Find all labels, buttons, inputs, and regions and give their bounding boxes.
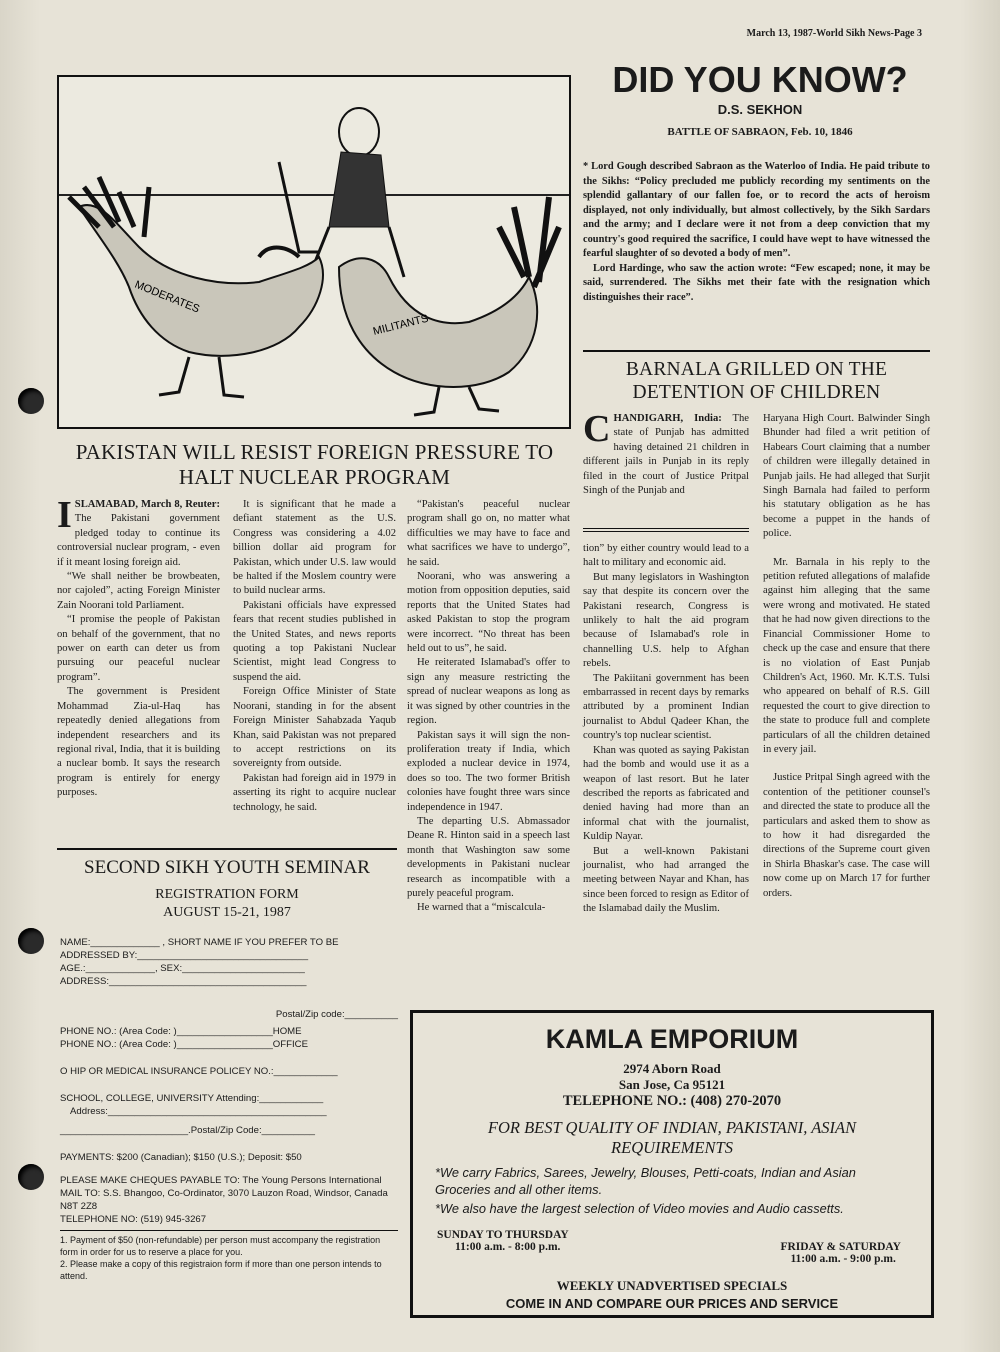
form-note-1: 1. Payment of $50 (non-refundable) per person must accompany the registration form in order for us to reserve a place for you.	[60, 1230, 398, 1258]
form-addressed-line: ADDRESSED BY:________________________________	[60, 950, 309, 961]
pakistan-paragraph: But many legislators in Washington say that despite its concern over the Pakistani research, Congress is unlikely to halt the aid program because of Islamabad's role in channelling U.S. help to Afghan rebels.	[583, 571, 749, 670]
binder-hole	[18, 388, 44, 414]
pakistan-paragraph: Foreign Office Minister of State Noorani, standing in for the absent Foreign Minister Sahabzada Yaqub Khan, said Pakistan was not prepared to accept restrictions on its sovereignty from outside.	[233, 686, 396, 770]
ad-hours-weekday-time: 11:00 a.m. - 8:00 p.m.	[455, 1241, 561, 1253]
form-payments: PAYMENTS: $200 (Canadian); $150 (U.S.); Deposit: $50	[60, 1152, 302, 1163]
pakistan-col-3	[407, 498, 570, 916]
pakistan-paragraph: He reiterated Islamabad's offer to sign any measure restricting the spread of nuclear weapons as long as it was signed by other countries in the region.	[407, 657, 570, 727]
pakistan-paragraph: Noorani, who was answering a motion from opposition deputies, said reports that the United States had asked Pakistan to stop the program were incorrect. “No threat has been held out to us”, he said.	[407, 571, 570, 655]
ad-hours-weekday-days: SUNDAY TO THURSDAY	[437, 1229, 569, 1241]
form-phone-home: PHONE NO.: (Area Code: )__________________HOME	[60, 1026, 302, 1037]
binder-hole	[18, 1164, 44, 1190]
pakistan-headline: PAKISTAN WILL RESIST FOREIGN PRESSURE TO HALT NUCLEAR PROGRAM	[75, 440, 554, 489]
pakistan-paragraph: “Pakistan's peaceful nuclear program shall go on, no matter what difficulties we may have to face and what sacrifices we have to undergo”, he said.	[407, 499, 570, 568]
pakistan-paragraph: tion” by either country would lead to a halt to military and economic aid.	[583, 543, 749, 569]
ad-street: 2974 Aborn Road	[623, 1061, 721, 1076]
pakistan-paragraph: The Pakiitani government has been embarrassed in recent days by remarks attributed by a prominent Indian journalist to Abdul Qadeer Khan, the country's top nuclear scientist.	[583, 672, 749, 742]
seminar-dates: AUGUST 15-21, 1987	[163, 905, 291, 920]
ad-compare: COME IN AND COMPARE OUR PRICES AND SERVICE	[505, 1296, 839, 1311]
ad-hours-weekend-time: 11:00 a.m. - 9:00 p.m.	[790, 1253, 896, 1265]
dyk-paragraph: * Lord Gough described Sabraon as the Waterloo of India. He paid tribute to the Sikhs: “Policy precluded me publicly recording my sentiments on the splendid gallantary of our fallen foe, or to record the acts of heroism displayed, not only individually, but almost collectively, by the Sikh Sardars and the army; and I declare were it not from a deep conviction that my country's good required the sacrifice, I could have wept to have witnessed the fearful slaughter of so devoted a body of men”.	[583, 161, 930, 259]
barnala-paragraph: Justice Pritpal Singh agreed with the contention of the petitioner counsel's and directed the state to produce all the particulars and asked them to show as to how it had disregarded the directions of the Supreme court given in Shirla Bhaskar's case. The case will now come up on March 17 for further orders.	[763, 772, 930, 899]
pakistan-dropcap: I	[57, 494, 72, 536]
form-postal-line-2: ________________________.Postal/Zip Code:__________	[60, 1125, 315, 1136]
barnala-headline: BARNALA GRILLED ON THE DETENTION OF CHILDREN	[625, 359, 888, 403]
seminar-title: SECOND SIKH YOUTH SEMINAR	[84, 857, 370, 878]
pakistan-col-4	[583, 542, 749, 917]
cartoon-label-moderates: MODERATES	[132, 278, 202, 316]
ad-video-line: *We also have the largest selection of Video movies and Audio cassetts.	[435, 1201, 844, 1216]
dyk-subtitle: BATTLE OF SABRAON, Feb. 10, 1846	[667, 126, 853, 138]
binder-hole	[18, 928, 44, 954]
divider	[583, 350, 930, 352]
divider	[57, 848, 397, 850]
pakistan-dateline: SLAMABAD, March 8, Reuter:	[74, 499, 220, 510]
barnala-col-1	[583, 408, 749, 498]
form-address-line: ADDRESS:_____________________________________	[60, 976, 307, 987]
barnala-dateline: HANDIGARH, India:	[613, 413, 722, 424]
ad-store-name: KAMLA EMPORIUM	[545, 1024, 799, 1054]
ad-hours-weekday	[437, 1229, 569, 1253]
pakistan-paragraph: He warned that a “miscalcula-	[417, 902, 546, 914]
form-age-line: AGE.:_____________, SEX:_______________________	[60, 963, 305, 974]
form-insurance-line: O HIP OR MEDICAL INSURANCE POLICEY NO.:____________	[60, 1066, 338, 1077]
form-postal-line: Postal/Zip code:__________	[275, 1009, 398, 1020]
pakistan-paragraph: It is significant that he made a defiant statement as the U.S. Congress was considering a 4.02 billion dollar aid program for Pakistan, which under U.S. law would be halted if the Moslem country were to build nuclear arms.	[233, 499, 396, 597]
dyk-title: DID YOU KNOW?	[612, 59, 908, 100]
seminar-subtitle: REGISTRATION FORM	[155, 887, 299, 902]
ad-hours-weekend	[780, 1241, 901, 1265]
registration-form	[60, 936, 398, 1282]
pakistan-paragraph: Khan was quoted as saying Pakistan had the bomb and would use it as a weapon of last resort. But he later described the reports as fabricated and denied having had more than an informal chat with the journalist, Kuldip Nayar.	[583, 744, 749, 843]
pakistan-paragraph: Pakistan says it will sign the non-proliferation treaty if India, which exploded a nuclear device in 1974, does so too. The two former British colonies have fought three wars since independence in 1947.	[407, 729, 570, 813]
ad-tagline: FOR BEST QUALITY OF INDIAN, PAKISTANI, ASIAN REQUIREMENTS	[487, 1118, 857, 1157]
editorial-cartoon	[57, 75, 571, 429]
form-name-line: NAME:_____________ , SHORT NAME IF YOU PREFER TO BE	[60, 937, 339, 948]
barnala-paragraph: Mr. Barnala in his reply to the petition refuted allegations of malafide against him alleging that the same were wrong and motivated. He stated that he had now given directions to the Financial Commissioner Home to check up the case and ensure that there is no violation of East Punjab Children's Act, 1960. Mr. K.T.S. Tulsi who appeared on behalf of R.S. Gill requested the court to give direction to the state to produce full and complete particulars of all the children detained in every jail.	[763, 556, 930, 755]
dyk-paragraph: Lord Hardinge, who saw the action wrote: “Few escaped; none, it may be said, surrendered. The Sikhs met their fate with the resignation which distinguishes their race”.	[583, 262, 930, 303]
pakistan-paragraph: The Pakistani government pledged today to continue its controversial nuclear program, - even if it meant losing foreign aid.	[57, 513, 220, 568]
pakistan-paragraph: The government is President Mohammad Zia-ul-Haq has repeatedly denied allegations from independent researchers and its regional rival, India, that it is building a nuclear bomb. It says the research program is entirely for energy purposes.	[57, 686, 220, 799]
pakistan-paragraph: Pakistani officials have expressed fears that recent studies published in the United States, and news reports quoting a top Pakistani Nuclear Scientist, might lead Congress to suspend the aid.	[233, 599, 396, 683]
dyk-body	[583, 160, 930, 305]
cartoon-drawing	[59, 77, 569, 427]
cartoon-label-militants: MILITANTS	[371, 312, 430, 338]
dyk-author: D.S. SEKHON	[717, 102, 803, 117]
ad-specials: WEEKLY UNADVERTISED SPECIALS	[556, 1278, 788, 1293]
form-school-line: SCHOOL, COLLEGE, UNIVERSITY Attending:____________	[60, 1093, 324, 1104]
form-school-address: Address:_________________________________________	[70, 1106, 327, 1117]
ad-items-line: *We carry Fabrics, Sarees, Jewelry, Blouses, Petti-coats, Indian and Asian Groceries and all other items.	[435, 1165, 856, 1197]
ad-city: San Jose, Ca 95121	[618, 1077, 726, 1092]
page-folio: March 13, 1987-World Sikh News-Page 3	[746, 28, 922, 39]
pakistan-paragraph: “We shall neither be browbeaten, nor cajoled”, acting Foreign Minister Zain Noorani told Parliament.	[57, 571, 220, 611]
pakistan-paragraph: But a well-known Pakistani journalist, who had arranged the meeting between Nayar and Khan, has since been forced to resign as Editor of the Islamabad daily the Muslim.	[583, 845, 749, 915]
pakistan-col-2	[233, 498, 396, 815]
form-phone-office: PHONE NO.: (Area Code: )__________________OFFICE	[60, 1039, 308, 1050]
form-mail-to: MAIL TO: S.S. Bhangoo, Co-Ordinator, 3070 Lauzon Road, Windsor, Canada N8T 2Z8	[60, 1188, 388, 1212]
form-note-2: 2. Please make a copy of this registraion form if more than one person intends to attend.	[60, 1259, 382, 1281]
ad-hours-weekend-days: FRIDAY & SATURDAY	[780, 1241, 901, 1253]
pakistan-paragraph: Pakistan had foreign aid in 1979 in asserting its right to acquire nuclear technology, he said.	[233, 772, 396, 813]
barnala-paragraph: The state of Punjab has admitted having detained 21 children in different jails in Punjab in its reply filed in the court of Justice Pritpal Singh of the Punjab and	[583, 413, 749, 497]
form-telephone: TELEPHONE NO: (519) 945-3267	[60, 1214, 207, 1225]
pakistan-paragraph: The departing U.S. Abmassador Deane R. Hinton said in a speech last month that Washington saw some developments in Pakistani nuclear research as incompatible with a purely peaceful program.	[407, 815, 570, 899]
form-cheques: PLEASE MAKE CHEQUES PAYABLE TO: The Young Persons International	[60, 1175, 382, 1186]
barnala-col-2	[763, 412, 930, 901]
pakistan-paragraph: “I promise the people of Pakistan on behalf of the government, that no power on earth can deter us from pursuing our peaceful nuclear program”.	[57, 614, 220, 683]
pakistan-col-1	[57, 494, 220, 801]
column-divider	[583, 528, 749, 532]
kamla-emporium-ad	[410, 1010, 934, 1318]
barnala-dropcap: C	[583, 408, 611, 450]
barnala-paragraph: Haryana High Court. Balwinder Singh Bhunder had filed a writ petition of Habears Court claiming that a number of children were illegally detained in Punjab jails. He had alleged that Surjit Singh Barnala had failed to perform his statutary obligation as he has become a puppet in the hands of police.	[763, 413, 930, 540]
ad-telephone: TELEPHONE NO.: (408) 270-2070	[562, 1093, 782, 1109]
